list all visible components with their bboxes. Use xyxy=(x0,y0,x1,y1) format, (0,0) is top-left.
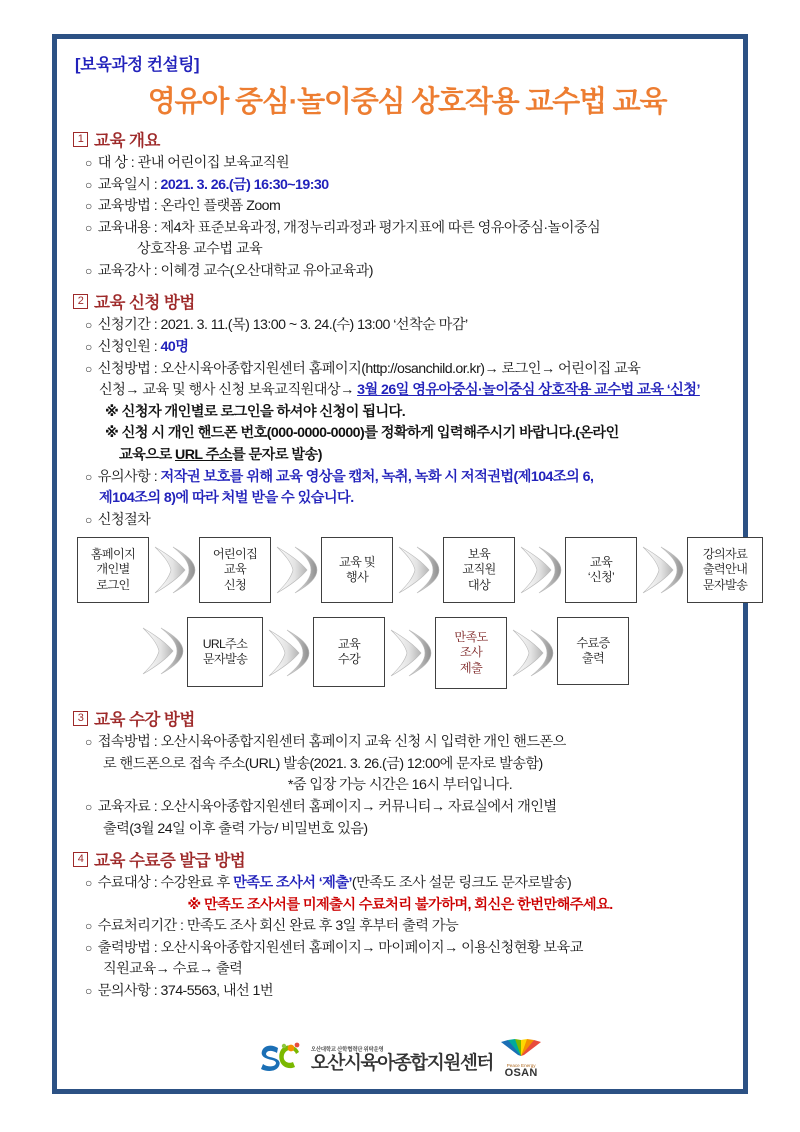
flow-box xyxy=(77,537,149,603)
item-value: 40명 xyxy=(160,339,189,356)
note-cont-prefix: 교육으로 xyxy=(119,446,176,463)
cert-warning: ※ 만족도 조사서를 미제출시 수료처리 불가하며, 회신은 한번만해주세요. xyxy=(187,896,613,913)
section-number-2: 2 xyxy=(73,294,88,309)
list-item xyxy=(85,981,729,1003)
item-label: 교육방법 xyxy=(97,198,151,215)
flow-line: 대상 xyxy=(467,578,491,593)
circle-bullet-icon: ○ xyxy=(85,735,92,750)
document-frame xyxy=(52,34,748,1094)
section-heading-3 xyxy=(73,706,729,730)
flow-line: 제출 xyxy=(459,661,483,676)
flow-line: 교육 xyxy=(337,636,361,651)
flowchart-row-1 xyxy=(71,537,748,613)
list-item: ○ 유의사항 : 저작권 보호를 위해 교육 영상을 캡처, 녹취, 녹화 시 저적권법(제104조의 6, xyxy=(85,467,729,489)
item-sep: : xyxy=(150,176,161,193)
item-sep: : xyxy=(150,198,161,215)
item-label: 교육자료 xyxy=(97,798,151,815)
flow-box xyxy=(687,537,763,603)
item-sep: : xyxy=(127,155,138,171)
item-sep: : xyxy=(150,339,161,356)
arrow-icon xyxy=(153,545,197,600)
item-label: 교육내용 xyxy=(97,219,151,236)
flow-line: 교육 xyxy=(589,554,613,569)
flow-line: 수료증 xyxy=(576,635,610,650)
osan-name: OSAN xyxy=(504,1067,538,1079)
circle-bullet-icon: ○ xyxy=(85,263,92,278)
section-heading-4 xyxy=(73,847,729,871)
flow-line: URL주소 xyxy=(202,636,248,651)
flow-line: 신청 xyxy=(223,578,247,593)
item-label: 출력방법 xyxy=(97,939,151,956)
cert-highlight: 만족도 조사서 ‘제출’ xyxy=(233,875,352,892)
note-cont-suffix: 를 문자로 발송) xyxy=(231,446,322,463)
flow-line: ‘신청’ xyxy=(587,570,615,585)
item-value: 만족도 조사 회신 완료 후 3일 후부터 출력 가능 xyxy=(186,918,459,935)
item-sep: : xyxy=(150,939,161,956)
flow-line: 문자발송 xyxy=(702,578,748,593)
flow-box xyxy=(435,617,507,689)
list-item xyxy=(85,315,729,337)
circle-bullet-icon: ○ xyxy=(85,318,92,333)
circle-bullet-icon: ○ xyxy=(85,919,92,934)
page-title: 영유아 중심·놀이중심 상호작용 교수법 교육 xyxy=(147,86,667,118)
circle-bullet-icon: ○ xyxy=(85,984,92,999)
circle-bullet-icon: ○ xyxy=(85,512,92,527)
list-item xyxy=(85,175,729,197)
list-item xyxy=(85,916,729,938)
flow-line: 보육 xyxy=(467,546,491,561)
flow-line: 조사 xyxy=(459,645,483,660)
section-heading-2 xyxy=(73,289,729,313)
item-sep: : xyxy=(176,918,187,935)
footer-logo xyxy=(57,1039,743,1079)
circle-bullet-icon: ○ xyxy=(85,199,92,214)
circle-bullet-icon: ○ xyxy=(85,340,92,355)
item-value: 2021. 3. 26.(금) 16:30~19:30 xyxy=(160,176,329,193)
flow-line: 문자발송 xyxy=(202,652,248,667)
caution-text: 저작권 보호를 위해 교육 영상을 캡처, 녹취, 녹화 시 저적권법(제104조의 6, xyxy=(160,468,594,485)
list-item xyxy=(85,337,729,359)
circle-bullet-icon: ○ xyxy=(85,469,92,484)
item-label: 교육강사 xyxy=(97,262,151,279)
arrow-icon xyxy=(389,627,433,684)
note-continuation xyxy=(119,445,729,467)
logo-text xyxy=(311,1045,493,1073)
flow-box xyxy=(187,617,263,687)
caution-continuation: 제104조의 8)에 따라 처벌 받을 수 있습니다. xyxy=(99,490,354,507)
zoom-entry-note: *줌 입장 가능 시간은 16시 부터입니다. xyxy=(287,777,513,794)
flow-box xyxy=(313,617,385,687)
list-item: ○ 수료대상 : 수강완료 후 만족도 조사서 ‘제출’(만족도 조사 설문 링크도 문자로발송) xyxy=(85,873,729,895)
section-number-4: 4 xyxy=(73,852,88,867)
item-value: 관내 어린이집 보육교직원 xyxy=(137,155,290,171)
apply-path-line xyxy=(99,380,729,402)
list-item xyxy=(85,261,729,283)
logo-title: 오산시육아종합지원센터 xyxy=(310,1052,494,1074)
flow-line: 행사 xyxy=(345,570,369,585)
item-sep: : xyxy=(150,219,161,236)
apply-path-prefix: 신청→ 교육 및 행사 신청 보육교직원대상→ xyxy=(99,382,358,399)
item-value: 오산시육아종합지원센터 홈페이지 교육 신청 시 입력한 개인 핸드폰으 xyxy=(160,734,566,751)
list-item xyxy=(85,732,729,754)
sc-logo-icon xyxy=(258,1042,304,1077)
item-sep: : xyxy=(150,317,161,334)
flow-line: 로그인 xyxy=(96,578,130,593)
item-continuation: 로 핸드폰으로 접속 주소(URL) 발송(2021. 3. 26.(금) 12:00에 문자로 발송함) xyxy=(103,755,543,772)
arrow-icon xyxy=(141,623,185,684)
url-label: URL 주소 xyxy=(175,446,232,463)
flow-line: 홈페이지 xyxy=(90,546,136,561)
flow-line: 어린이집 xyxy=(212,546,258,561)
flow-line: 교육 및 xyxy=(339,554,375,569)
flow-box xyxy=(557,617,629,685)
item-value: 2021. 3. 11.(목) 13:00 ~ 3. 24.(수) 13:00 ‘선착순 마감’ xyxy=(160,317,468,334)
note-line: ※ 신청 시 개인 핸드폰 번호(000-0000-0000)를 정확하게 입력해주시기 바랍니다.(온라인 xyxy=(105,425,619,442)
flow-line: 만족도 xyxy=(454,629,488,644)
item-label: 대 상 xyxy=(97,155,128,171)
arrow-icon xyxy=(397,545,441,600)
circle-bullet-icon: ○ xyxy=(85,361,92,376)
item-label: 문의사항 xyxy=(97,983,151,1000)
circle-bullet-icon: ○ xyxy=(85,220,92,235)
flow-box xyxy=(321,537,393,603)
list-item xyxy=(85,153,729,175)
flowchart-row-2 xyxy=(71,615,729,699)
section-title-2: 교육 신청 방법 xyxy=(94,294,195,313)
flow-line: 개인별 xyxy=(96,562,130,577)
osan-bird-icon xyxy=(500,1039,542,1064)
section-number-3: 3 xyxy=(73,711,88,726)
section-heading-1 xyxy=(73,127,729,151)
section-title-4: 교육 수료증 발급 방법 xyxy=(94,852,246,871)
item-sep: : xyxy=(150,360,161,377)
list-item xyxy=(85,196,729,218)
list-item xyxy=(85,218,729,240)
flow-line: 수강 xyxy=(337,652,361,667)
arrow-icon xyxy=(641,545,685,600)
item-value: 온라인 플랫폼 Zoom xyxy=(160,198,281,215)
item-label: 교육일시 xyxy=(97,176,151,193)
flow-line: 교직원 xyxy=(462,562,496,577)
header-tag: [보육과정 컨설팅] xyxy=(75,56,200,74)
cert-suffix: (만족도 조사 설문 링크도 문자로발송) xyxy=(351,875,572,892)
section-title-1: 교육 개요 xyxy=(94,132,160,150)
item-value: 오산시육아종합지원센터 홈페이지(http://osanchild.or.kr)→ 로그인→ 어린이집 교육 xyxy=(160,360,641,377)
arrow-icon xyxy=(519,545,563,600)
item-label: 신청인원 xyxy=(97,339,151,356)
item-continuation: 출력(3월 24일 이후 출력 가능/ 비밀번호 있음) xyxy=(103,820,368,837)
item-label: 접속방법 xyxy=(97,734,151,751)
arrow-icon xyxy=(267,627,311,684)
arrow-icon xyxy=(511,627,555,684)
flow-box xyxy=(565,537,637,603)
circle-bullet-icon: ○ xyxy=(85,177,92,192)
item-sep: : xyxy=(150,262,161,279)
item-value: 제4차 표준보육과정, 개정누리과정과 평가지표에 따른 영유아중심·놀이중심 xyxy=(160,219,601,236)
section-title-3: 교육 수강 방법 xyxy=(94,711,195,730)
flow-line: 교육 xyxy=(223,562,247,577)
flow-box xyxy=(443,537,515,603)
circle-bullet-icon: ○ xyxy=(85,799,92,814)
procedure-label: 신청절차 xyxy=(97,511,151,528)
circle-bullet-icon: ○ xyxy=(85,876,92,891)
item-value: 오산시육아종합지원센터 홈페이지→ 커뮤니티→ 자료실에서 개인별 xyxy=(160,798,557,815)
flow-line: 출력안내 xyxy=(702,562,748,577)
list-item xyxy=(85,510,729,532)
flow-line: 강의자료 xyxy=(702,546,748,561)
flow-line: 출력 xyxy=(581,651,605,666)
logo-subtitle: 오산대학교 산학협력단 위탁운영 xyxy=(310,1047,384,1054)
list-item xyxy=(85,938,729,960)
cert-prefix: 수강완료 후 xyxy=(160,875,234,892)
item-value: 이혜경 교수(오산대학교 유아교육과) xyxy=(160,262,373,279)
item-label: 유의사항 xyxy=(97,468,151,485)
item-sep: : xyxy=(150,798,161,815)
item-continuation: 상호작용 교수법 교육 xyxy=(137,241,263,258)
section-number-1: 1 xyxy=(73,132,88,147)
list-item xyxy=(85,359,729,381)
item-sep: : xyxy=(150,734,161,751)
list-item xyxy=(85,797,729,819)
apply-link[interactable]: 3월 26일 영유아중심·놀이중심 상호작용 교수법 교육 ‘신청’ xyxy=(357,382,700,399)
circle-bullet-icon: ○ xyxy=(85,156,92,170)
osan-tagline: Peace Energy xyxy=(506,1063,536,1068)
note-line: ※ 신청자 개인별로 로그인을 하셔야 신청이 됩니다. xyxy=(105,403,406,420)
item-value: 오산시육아종합지원센터 홈페이지→ 마이페이지→ 이용신청현황 보육교 xyxy=(160,939,583,956)
item-sep: : xyxy=(150,983,161,1000)
osan-logo xyxy=(500,1039,542,1079)
item-label: 신청방법 xyxy=(97,360,151,377)
item-continuation: 직원교육→ 수료→ 출력 xyxy=(103,961,243,978)
item-label: 신청기간 xyxy=(97,317,151,334)
circle-bullet-icon: ○ xyxy=(85,940,92,955)
item-value: 374-5563, 내선 1번 xyxy=(160,983,274,1000)
item-label: 수료대상 xyxy=(97,875,151,892)
item-label: 수료처리기간 xyxy=(97,918,177,935)
arrow-icon xyxy=(275,545,319,600)
flow-box xyxy=(199,537,271,603)
